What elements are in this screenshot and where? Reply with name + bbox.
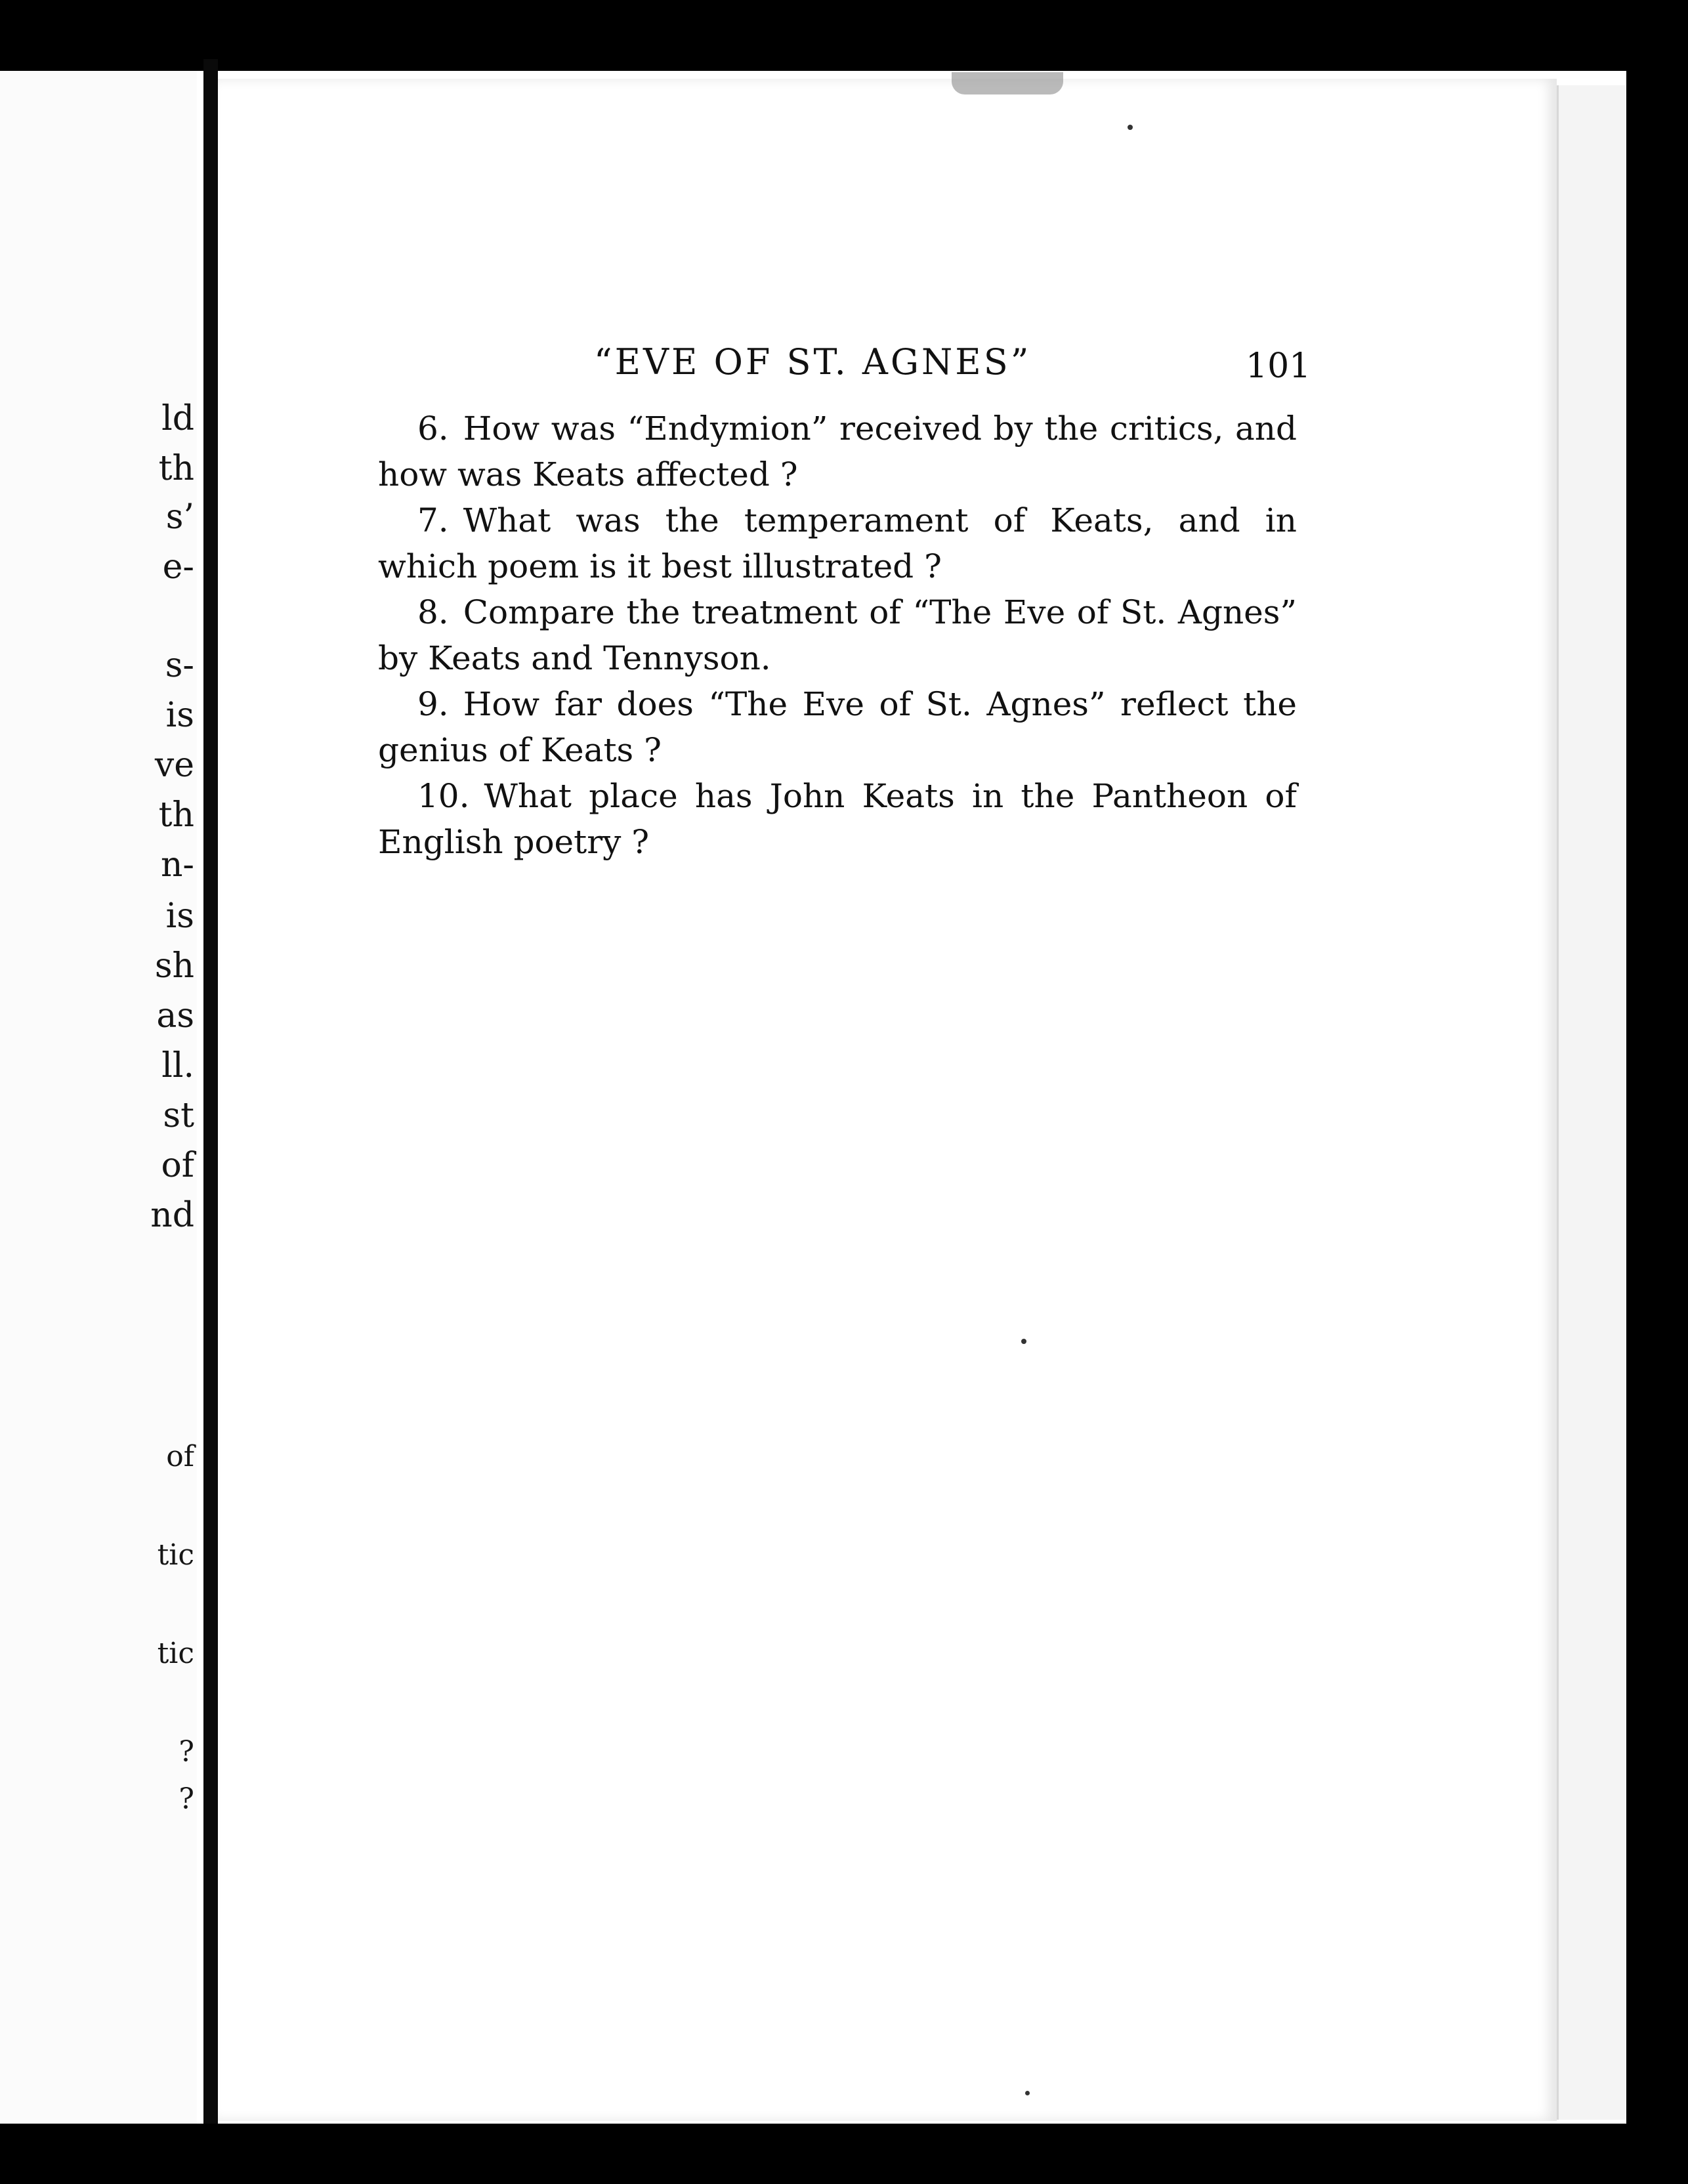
question-text: What was the temperament of Keats, and in which poem is it best illustrated ? — [378, 501, 1297, 585]
question-number: 7. — [417, 501, 449, 539]
question-item — [378, 497, 1297, 589]
study-questions — [378, 406, 1297, 865]
question-text: How was “Endymion” received by the critics, and how was Keats affected ? — [378, 410, 1297, 494]
question-text: What place has John Keats in the Pantheon of English poetry ? — [378, 777, 1297, 861]
left-page-fragment: of — [161, 1146, 194, 1185]
page-number: 101 — [1246, 346, 1311, 386]
left-page-fragment: ll. — [161, 1046, 194, 1085]
left-page-fragment: th — [158, 795, 194, 835]
question-text: How far does “The Eve of St. Agnes” reflect the genius of Keats ? — [378, 685, 1297, 769]
ink-speck — [1128, 125, 1133, 130]
question-number: 8. — [417, 593, 449, 631]
left-page-fragment: of — [166, 1440, 194, 1473]
book-gutter — [203, 59, 218, 2126]
ink-speck — [1025, 2091, 1030, 2095]
question-item — [378, 406, 1297, 497]
question-item — [378, 589, 1297, 681]
question-number: 9. — [417, 685, 449, 723]
left-page-fragment: nd — [150, 1196, 194, 1235]
page-101 — [218, 79, 1557, 2121]
left-page-fragment: st — [163, 1096, 194, 1135]
scan-border-bottom — [0, 2124, 1688, 2184]
scan-smudge — [952, 72, 1063, 94]
left-page-fragment: th — [158, 449, 194, 488]
question-number: 6. — [417, 410, 449, 448]
scan-border-right — [1626, 0, 1688, 2184]
left-page-edge — [0, 71, 197, 2124]
left-page-fragment: sh — [154, 946, 194, 986]
left-page-fragment: s- — [165, 646, 194, 685]
question-number: 10. — [417, 777, 470, 815]
question-text: Compare the treatment of “The Eve of St. Agnes” by Keats and Tennyson. — [378, 593, 1297, 677]
question-item — [378, 773, 1297, 865]
left-page-fragment: ld — [161, 399, 194, 438]
left-page-fragment: ve — [154, 746, 194, 785]
running-title: “EVE OF ST. AGNES” — [594, 341, 1032, 383]
left-page-fragment: is — [165, 896, 194, 936]
left-page-fragment: ? — [179, 1782, 194, 1816]
left-page-fragment: tic — [157, 1538, 194, 1572]
left-page-fragment: is — [165, 696, 194, 735]
ink-speck — [1021, 1339, 1026, 1344]
left-page-fragment: ? — [179, 1735, 194, 1769]
left-page-fragment: tic — [157, 1637, 194, 1670]
page-edge-right — [1557, 85, 1628, 2120]
left-page-fragment: as — [156, 996, 194, 1036]
left-page-fragment: e- — [162, 547, 194, 587]
scan-border-top — [0, 0, 1688, 71]
question-item — [378, 681, 1297, 773]
left-page-fragment: s’ — [165, 497, 194, 537]
left-page-fragment: n- — [160, 845, 194, 885]
